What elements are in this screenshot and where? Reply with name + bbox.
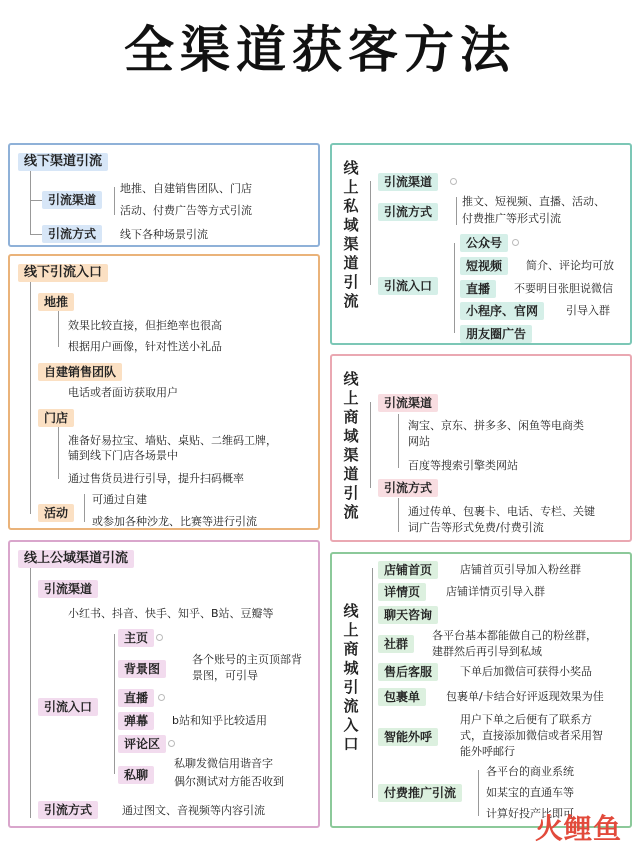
node-private-method: 引流方式 — [378, 203, 438, 221]
node-paid-promotion: 付费推广引流 — [378, 784, 462, 802]
text-store-3: 通过售货员进行引导，提升扫码概率 — [68, 472, 244, 485]
text-smart-call-2: 式，直接添加微信或者采用智 — [460, 729, 603, 742]
text-store-1: 准备好易拉宝、墙贴、桌贴、二维码工牌， — [68, 434, 277, 447]
text-detail-page: 店铺详情页引导入群 — [446, 585, 545, 598]
node-smart-call: 智能外呼 — [378, 728, 438, 746]
text-commercial-method-2: 词广告等形式免费/付费引流 — [408, 521, 544, 534]
text-event-2: 或参加各种沙龙、比赛等进行引流 — [92, 515, 257, 528]
node-sales-team: 自建销售团队 — [38, 363, 122, 381]
node-offline-channels-header: 线下渠道引流 — [18, 153, 108, 171]
node-private-entry: 引流入口 — [378, 277, 438, 295]
text-offline-channels-1: 地推、自建销售团队、门店 — [120, 182, 252, 195]
node-shop-homepage: 店铺首页 — [378, 561, 438, 579]
text-ground-push-1: 效果比较直接，但拒绝率也很高 — [68, 319, 222, 332]
text-private-chat-1: 私聊发微信用谐音字 — [174, 757, 273, 770]
text-private-method-1: 推文、短视频、直播、活动、 — [462, 195, 605, 208]
watermark-logo: 火鲤鱼 — [534, 812, 622, 845]
text-short-video: 简介、评论均可放 — [526, 259, 614, 272]
node-store: 门店 — [38, 409, 74, 427]
node-commercial-channels: 引流渠道 — [378, 394, 438, 412]
node-moments-ads: 朋友圈广告 — [460, 325, 532, 343]
page-title: 全渠道获客方法 — [124, 21, 516, 79]
text-background-image-2: 景图，可引导 — [192, 669, 258, 682]
node-community: 社群 — [378, 635, 414, 653]
node-commercial-method: 引流方式 — [378, 479, 438, 497]
text-paid-promotion-2: 如某宝的直通车等 — [486, 786, 574, 799]
node-short-video: 短视频 — [460, 257, 508, 275]
panel-offline-entry — [8, 254, 320, 530]
node-traffic-channels: 引流渠道 — [42, 191, 102, 209]
text-community-2: 建群然后再引导到私域 — [432, 645, 542, 658]
node-after-sales: 售后客服 — [378, 663, 438, 681]
panel-mall-entry — [330, 552, 632, 828]
node-private-livestream: 直播 — [460, 280, 496, 298]
panel-commercial-domain — [330, 354, 632, 542]
node-commercial-domain-vertical: 线上商域渠道引流 — [343, 370, 359, 521]
node-chat-consult: 聊天咨询 — [378, 606, 438, 624]
text-private-method-2: 付费推广等形式引流 — [462, 212, 561, 225]
node-mall-entry-vertical: 线上商城引流入口 — [343, 602, 359, 753]
node-public-entry: 引流入口 — [38, 698, 98, 716]
node-danmaku: 弹幕 — [118, 712, 154, 730]
text-paid-promotion-1: 各平台的商业系统 — [486, 765, 574, 778]
text-offline-channels-2: 活动、付费广告等方式引流 — [120, 204, 252, 217]
text-offline-method: 线下各种场景引流 — [120, 228, 208, 241]
node-public-method: 引流方式 — [38, 801, 98, 819]
text-paid-promotion-3: 计算好投产比即可 — [486, 807, 574, 820]
panel-offline-channels — [8, 143, 320, 247]
text-after-sales: 下单后加微信可获得小奖品 — [460, 665, 592, 678]
text-private-chat-2: 偶尔测试对方能否收到 — [174, 775, 284, 788]
text-commercial-channels-1: 淘宝、京东、拼多多、闲鱼等电商类 — [408, 419, 584, 432]
node-ground-push: 地推 — [38, 293, 74, 311]
text-community-1: 各平台基本都能做自己的粉丝群， — [432, 629, 597, 642]
text-store-2: 铺到线下门店各场景中 — [68, 449, 178, 462]
node-package-slip: 包裹单 — [378, 688, 426, 706]
node-traffic-method: 引流方式 — [42, 225, 102, 243]
text-package-slip: 包裹单/卡结合好评返现效果为佳 — [446, 690, 604, 703]
text-commercial-channels-3: 百度等搜索引擎类网站 — [408, 459, 518, 472]
text-commercial-channels-2: 网站 — [408, 435, 430, 448]
text-smart-call-1: 用户下单之后便有了联系方 — [460, 713, 592, 726]
text-shop-homepage: 店铺首页引导加入粉丝群 — [460, 563, 581, 576]
node-official-account: 公众号 — [460, 234, 508, 252]
node-detail-page: 详情页 — [378, 583, 426, 601]
node-private-domain-vertical: 线上私域渠道引流 — [343, 159, 359, 310]
text-smart-call-3: 能外呼邮行 — [460, 745, 515, 758]
text-event-1: 可通过自建 — [92, 493, 147, 506]
text-private-livestream: 不要明目张胆说微信 — [514, 282, 613, 295]
node-private-chat: 私聊 — [118, 766, 154, 784]
text-mini-program: 引导入群 — [566, 304, 610, 317]
text-public-channels: 小红书、抖音、快手、知乎、B站、豆瓣等 — [68, 607, 274, 620]
node-offline-entry-header: 线下引流入口 — [18, 264, 108, 282]
panel-private-domain — [330, 143, 632, 345]
text-public-method: 通过图文、音视频等内容引流 — [122, 804, 265, 817]
node-private-channels: 引流渠道 — [378, 173, 438, 191]
text-background-image-1: 各个账号的主页顶部背 — [192, 653, 302, 666]
node-mini-program: 小程序、官网 — [460, 302, 544, 320]
text-commercial-method-1: 通过传单、包裹卡、电话、专栏、关键 — [408, 505, 595, 518]
text-ground-push-2: 根据用户画像，针对性送小礼品 — [68, 340, 222, 353]
node-livestream: 直播 — [118, 689, 154, 707]
text-danmaku: b站和知乎比较适用 — [172, 714, 267, 727]
node-background-image: 背景图 — [118, 660, 166, 678]
panel-public-domain — [8, 540, 320, 828]
node-event: 活动 — [38, 504, 74, 522]
text-sales-team: 电话或者面访获取用户 — [68, 386, 178, 399]
node-comments: 评论区 — [118, 735, 166, 753]
node-public-channels: 引流渠道 — [38, 580, 98, 598]
node-public-domain-header: 线上公域渠道引流 — [18, 550, 134, 568]
node-homepage: 主页 — [118, 629, 154, 647]
